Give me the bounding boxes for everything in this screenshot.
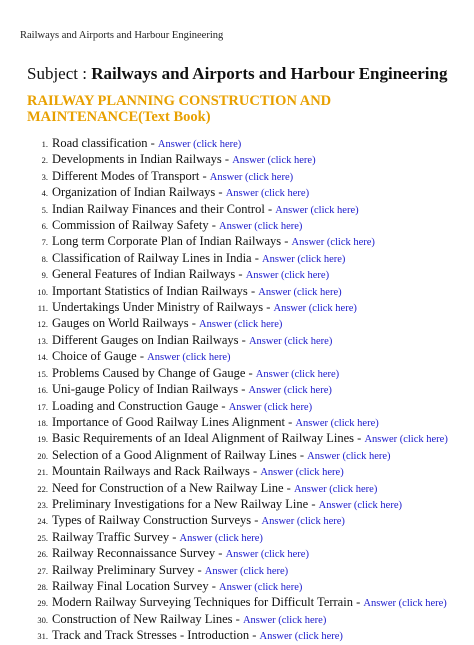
item-number: 8. bbox=[41, 253, 48, 264]
subject-prefix: Subject : bbox=[27, 64, 92, 83]
item-separator: - bbox=[147, 136, 158, 150]
item-text: Road classification bbox=[52, 136, 148, 150]
item-separator: - bbox=[218, 398, 229, 413]
item-text: Need for Construction of a New Railway Line bbox=[52, 480, 284, 495]
list-item bbox=[0, 382, 474, 398]
list-item bbox=[0, 366, 474, 382]
item-separator: - bbox=[247, 283, 259, 298]
list-item bbox=[0, 481, 474, 497]
answer-link[interactable]: Answer (click here) bbox=[259, 631, 343, 643]
item-number: 30. bbox=[37, 614, 48, 625]
item-text: Types of Railway Construction Surveys bbox=[52, 513, 252, 528]
answer-link[interactable]: Answer (click here) bbox=[261, 516, 345, 528]
item-text: Railway Reconnaissance Survey bbox=[52, 546, 216, 561]
item-number: 3. bbox=[41, 171, 48, 182]
answer-link[interactable]: Answer (click here) bbox=[248, 335, 333, 347]
answer-link[interactable]: Answer (click here) bbox=[204, 565, 289, 577]
item-text: Track and Track Stresses - Introduction bbox=[52, 628, 250, 643]
answer-link[interactable]: Answer (click here) bbox=[364, 434, 448, 446]
answer-link[interactable]: Answer (click here) bbox=[255, 368, 340, 380]
answer-link[interactable]: Answer (click here) bbox=[232, 155, 316, 167]
list-item bbox=[0, 333, 474, 349]
list-item bbox=[0, 267, 474, 283]
item-separator: - bbox=[284, 414, 296, 429]
item-text: Different Gauges on Indian Railways bbox=[52, 332, 239, 347]
list-item bbox=[0, 234, 474, 250]
answer-link[interactable]: Answer (click here) bbox=[258, 286, 342, 298]
item-text: General Features of Indian Railways bbox=[52, 267, 236, 282]
item-number: 24. bbox=[37, 516, 48, 527]
item-separator: - bbox=[208, 218, 220, 233]
list-item bbox=[0, 316, 474, 332]
item-text: Choice of Gauge bbox=[52, 349, 137, 364]
item-number: 7. bbox=[41, 237, 48, 248]
running-header: Railways and Airports and Harbour Engineering bbox=[20, 30, 224, 41]
list-item bbox=[0, 448, 474, 464]
item-separator: - bbox=[232, 611, 243, 626]
item-separator: - bbox=[354, 431, 365, 446]
list-item bbox=[0, 595, 474, 611]
item-text: Railway Traffic Survey bbox=[52, 529, 170, 544]
item-text: Mountain Railways and Rack Railways bbox=[52, 464, 250, 479]
item-number: 5. bbox=[41, 204, 48, 215]
answer-link[interactable]: Answer (click here) bbox=[225, 188, 310, 200]
item-number: 22. bbox=[37, 483, 48, 494]
item-separator: - bbox=[251, 250, 263, 265]
item-number: 26. bbox=[37, 549, 48, 560]
answer-link[interactable]: Answer (click here) bbox=[363, 598, 447, 610]
answer-link[interactable]: Answer (click here) bbox=[293, 483, 378, 495]
list-item bbox=[0, 563, 474, 579]
item-separator: - bbox=[249, 464, 261, 479]
item-separator: - bbox=[296, 447, 308, 462]
list-item bbox=[0, 169, 474, 185]
item-text: Preliminary Investigations for a New Railway Line bbox=[52, 496, 309, 511]
subject-title: Railways and Airports and Harbour Engineering bbox=[91, 64, 448, 83]
item-text: Organization of Indian Railways bbox=[52, 185, 216, 200]
item-number: 10. bbox=[37, 286, 48, 297]
item-number: 4. bbox=[41, 188, 48, 199]
list-item bbox=[0, 612, 474, 628]
list-item bbox=[0, 399, 474, 415]
item-text: Importance of Good Railway Lines Alignment bbox=[52, 414, 285, 429]
topic-list bbox=[0, 136, 474, 645]
answer-link[interactable]: Answer (click here) bbox=[248, 385, 332, 397]
item-separator: - bbox=[238, 332, 249, 347]
item-number: 12. bbox=[37, 319, 48, 330]
item-separator: - bbox=[251, 513, 262, 528]
item-number: 31. bbox=[37, 631, 48, 642]
list-item bbox=[0, 497, 474, 513]
answer-link[interactable]: Answer (click here) bbox=[219, 221, 303, 233]
item-separator: - bbox=[136, 349, 148, 364]
item-text: Indian Railway Finances and their Control bbox=[52, 201, 265, 216]
answer-link[interactable]: Answer (click here) bbox=[228, 401, 313, 413]
list-item bbox=[0, 579, 474, 595]
item-separator: - bbox=[208, 578, 219, 593]
list-item bbox=[0, 152, 474, 168]
item-number: 6. bbox=[41, 221, 48, 232]
item-text: Modern Railway Surveying Techniques for Difficult Terrain bbox=[52, 595, 353, 610]
item-text: Construction of New Railway Lines bbox=[52, 611, 233, 626]
item-number: 25. bbox=[37, 532, 48, 543]
answer-link[interactable]: Answer (click here) bbox=[242, 614, 327, 626]
item-separator: - bbox=[283, 480, 294, 495]
list-item bbox=[0, 530, 474, 546]
list-item bbox=[0, 464, 474, 480]
item-separator: - bbox=[249, 628, 260, 643]
item-text: Developments in Indian Railways bbox=[52, 152, 222, 167]
list-item bbox=[0, 202, 474, 218]
item-number: 29. bbox=[37, 598, 48, 609]
answer-link[interactable]: Answer (click here) bbox=[262, 253, 346, 265]
list-item bbox=[0, 628, 474, 644]
item-text: Undertakings Under Ministry of Railways bbox=[52, 300, 264, 315]
item-text: Selection of a Good Alignment of Railway Lines bbox=[52, 447, 297, 462]
list-item bbox=[0, 415, 474, 431]
item-text: Important Statistics of Indian Railways bbox=[52, 283, 248, 298]
answer-link[interactable]: Answer (click here) bbox=[209, 171, 294, 183]
item-text: Basic Requirements of an Ideal Alignment of Railway Lines bbox=[52, 431, 355, 446]
list-item bbox=[0, 136, 474, 152]
list-item bbox=[0, 284, 474, 300]
item-text: Uni-gauge Policy of Indian Railways bbox=[52, 382, 239, 397]
answer-link[interactable]: Answer (click here) bbox=[318, 499, 402, 511]
list-item bbox=[0, 218, 474, 234]
item-separator: - bbox=[245, 365, 256, 380]
list-item bbox=[0, 513, 474, 529]
answer-link[interactable]: Answer (click here) bbox=[260, 467, 344, 479]
item-number: 2. bbox=[41, 155, 48, 166]
item-number: 28. bbox=[37, 581, 48, 592]
item-text: Classification of Railway Lines in India bbox=[52, 250, 252, 265]
item-separator: - bbox=[281, 234, 292, 249]
item-number: 18. bbox=[37, 417, 48, 428]
answer-link[interactable]: Answer (click here) bbox=[273, 303, 357, 315]
list-item bbox=[0, 185, 474, 201]
list-item bbox=[0, 349, 474, 365]
item-number: 15. bbox=[37, 368, 48, 379]
item-separator: - bbox=[169, 529, 180, 544]
item-separator: - bbox=[352, 595, 364, 610]
item-separator: - bbox=[263, 300, 274, 315]
item-number: 27. bbox=[37, 565, 48, 576]
item-separator: - bbox=[188, 316, 200, 331]
item-number: 9. bbox=[41, 270, 48, 281]
item-text: Railway Final Location Survey bbox=[52, 578, 209, 593]
item-number: 20. bbox=[37, 450, 48, 461]
list-item bbox=[0, 431, 474, 447]
list-item bbox=[0, 300, 474, 316]
item-separator: - bbox=[238, 382, 249, 397]
answer-link[interactable]: Answer (click here) bbox=[307, 450, 391, 462]
item-number: 23. bbox=[37, 499, 48, 510]
answer-link[interactable]: Answer (click here) bbox=[147, 352, 231, 364]
answer-link[interactable]: Answer (click here) bbox=[225, 549, 309, 561]
answer-link[interactable]: Answer (click here) bbox=[245, 270, 330, 282]
item-separator: - bbox=[264, 201, 276, 216]
item-separator: - bbox=[215, 546, 226, 561]
item-text: Problems Caused by Change of Gauge bbox=[52, 365, 246, 380]
item-text: Commission of Railway Safety bbox=[52, 218, 209, 233]
item-number: 21. bbox=[37, 467, 48, 478]
item-text: Gauges on World Railways bbox=[52, 316, 189, 331]
item-separator: - bbox=[199, 168, 210, 183]
item-separator: - bbox=[308, 496, 319, 511]
item-number: 11. bbox=[37, 303, 48, 314]
answer-link[interactable]: Answer (click here) bbox=[219, 581, 303, 593]
section-title: RAILWAY PLANNING CONSTRUCTION AND MAINTENANCE(Text Book) bbox=[27, 93, 332, 125]
item-number: 17. bbox=[37, 401, 48, 412]
answer-link[interactable]: Answer (click here) bbox=[291, 237, 375, 249]
answer-link[interactable]: Answer (click here) bbox=[157, 139, 242, 150]
list-item bbox=[0, 251, 474, 267]
item-separator: - bbox=[194, 562, 205, 577]
item-number: 16. bbox=[37, 385, 48, 396]
answer-link[interactable]: Answer (click here) bbox=[275, 204, 359, 216]
subject-line bbox=[27, 64, 448, 84]
item-number: 14. bbox=[37, 352, 48, 363]
item-number: 1. bbox=[41, 139, 48, 149]
item-separator: - bbox=[221, 152, 233, 167]
list-item bbox=[0, 546, 474, 562]
item-separator: - bbox=[235, 267, 246, 282]
item-separator: - bbox=[215, 185, 226, 200]
item-text: Loading and Construction Gauge bbox=[52, 398, 219, 413]
answer-link[interactable]: Answer (click here) bbox=[199, 319, 283, 331]
item-text: Railway Preliminary Survey bbox=[52, 562, 195, 577]
answer-link[interactable]: Answer (click here) bbox=[295, 417, 379, 429]
answer-link[interactable]: Answer (click here) bbox=[179, 532, 263, 544]
item-number: 13. bbox=[37, 335, 48, 346]
item-text: Different Modes of Transport bbox=[52, 168, 200, 183]
item-text: Long term Corporate Plan of Indian Railways bbox=[52, 234, 282, 249]
item-number: 19. bbox=[37, 434, 48, 445]
